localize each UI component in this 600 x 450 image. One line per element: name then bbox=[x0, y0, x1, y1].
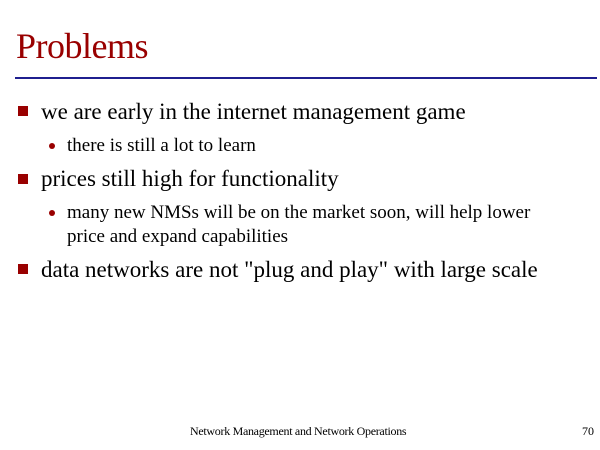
page-number: 70 bbox=[582, 424, 594, 438]
dot-bullet-icon bbox=[49, 143, 55, 149]
sub-bullet-item-text: there is still a lot to learn bbox=[67, 135, 256, 156]
sub-bullet-item-text: many new NMSs will be on the market soon, will help lower price and expand capabilities bbox=[67, 202, 531, 247]
square-bullet-icon bbox=[18, 106, 28, 116]
square-bullet-icon bbox=[18, 264, 28, 274]
title-divider bbox=[15, 77, 597, 79]
bullet-item-text: data networks are not "plug and play" with large scale bbox=[41, 257, 538, 282]
square-bullet-icon bbox=[18, 174, 28, 184]
dot-bullet-icon bbox=[49, 210, 55, 216]
footer-text: Network Management and Network Operations bbox=[190, 424, 407, 438]
bullet-item-text: we are early in the internet management game bbox=[41, 99, 466, 124]
slide-title: Problems bbox=[16, 26, 149, 66]
bullet-item-text: prices still high for functionality bbox=[41, 166, 339, 191]
